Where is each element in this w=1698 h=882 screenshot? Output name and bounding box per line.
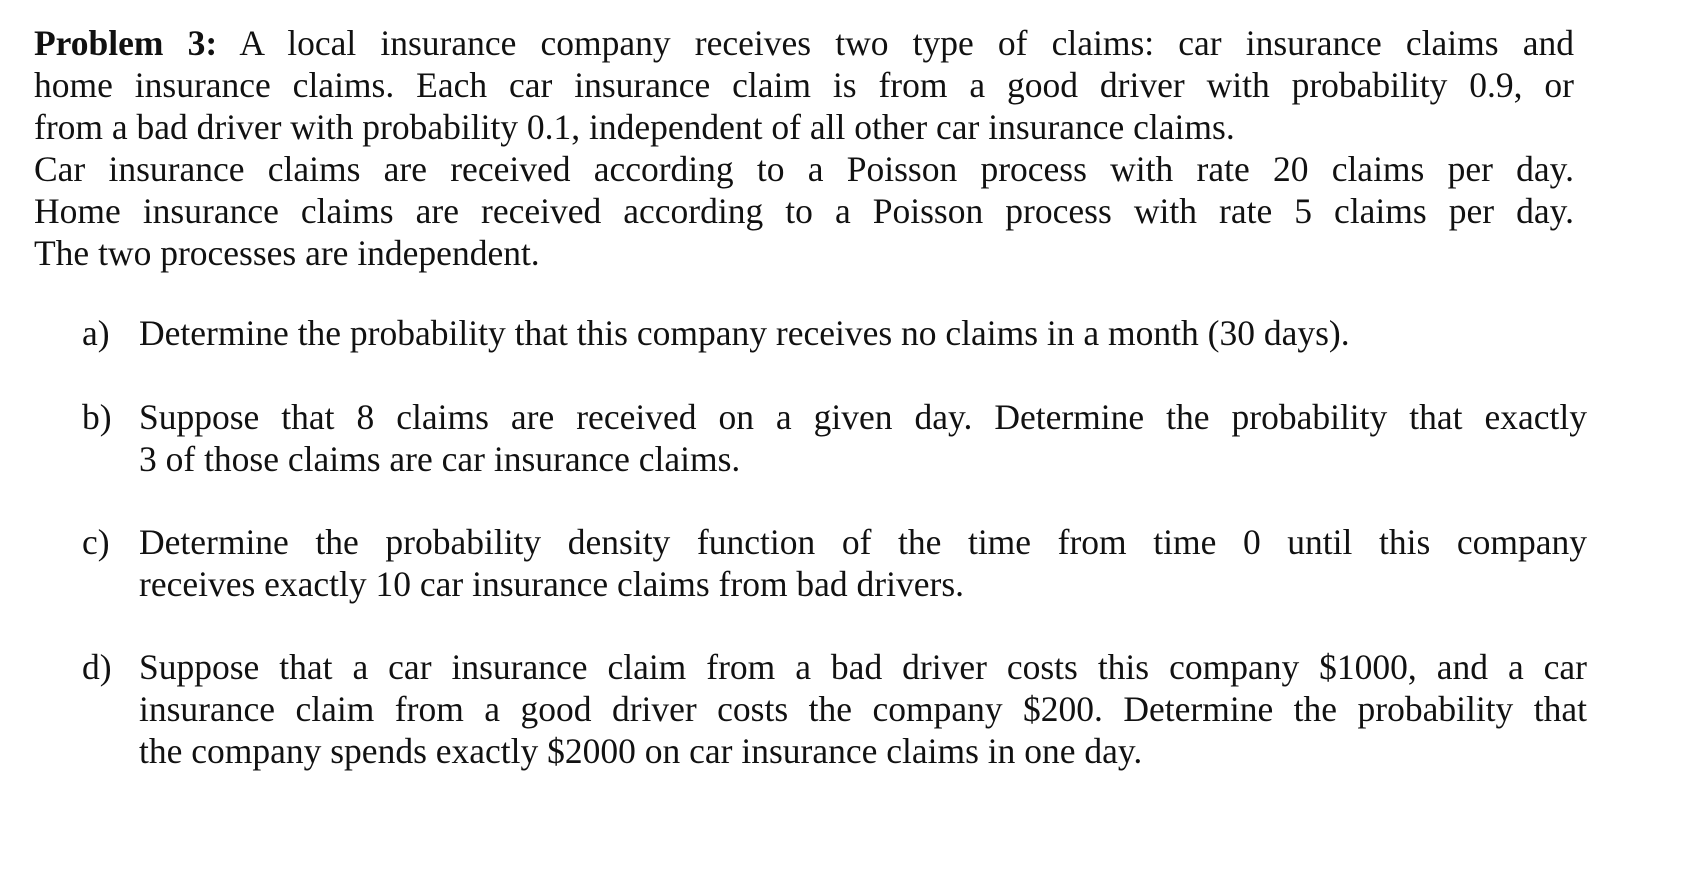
document-page [34,22,1587,771]
question-d-body [139,646,1587,772]
question-b-line-1: Suppose that 8 claims are received on a given day. Determine the probability that exactly [139,397,1587,437]
problem-line-2: home insurance claims. Each car insurance claim is from a good driver with probability 0.9, or [34,65,1574,105]
problem-statement [34,22,1574,274]
question-b-letter: b) [82,397,112,437]
problem-line-3: from a bad driver with probability 0.1, independent of all other car insurance claims. [34,107,1235,147]
problem-line-4: Car insurance claims are received according to a Poisson process with rate 20 claims per day. [34,149,1574,189]
question-d-line-2: insurance claim from a good driver costs the company $200. Determine the probability that [139,689,1587,729]
question-d-line-1: Suppose that a car insurance claim from a bad driver costs this company $1000, and a car [139,647,1587,687]
question-d-line-3: the company spends exactly $2000 on car insurance claims in one day. [139,731,1143,771]
question-b-body [139,396,1587,480]
problem-label: Problem 3: [34,23,218,63]
question-c-body [139,521,1587,605]
question-d-letter: d) [82,647,112,687]
question-c-line-1: Determine the probability density function of the time from time 0 until this company [139,522,1587,562]
problem-line-5: Home insurance claims are received according to a Poisson process with rate 5 claims per day. [34,191,1574,231]
question-a-letter: a) [82,313,110,353]
question-c-line-2: receives exactly 10 car insurance claims from bad drivers. [139,564,965,604]
question-a-line-1: Determine the probability that this company receives no claims in a month (30 days). [139,313,1350,353]
question-a-body [139,312,1587,354]
question-b-line-2: 3 of those claims are car insurance claims. [139,439,741,479]
question-c-letter: c) [82,522,110,562]
problem-line-6: The two processes are independent. [34,233,540,273]
problem-line-1-text: A local insurance company receives two type of claims: car insurance claims and [217,23,1574,63]
problem-line-1 [34,22,1574,64]
